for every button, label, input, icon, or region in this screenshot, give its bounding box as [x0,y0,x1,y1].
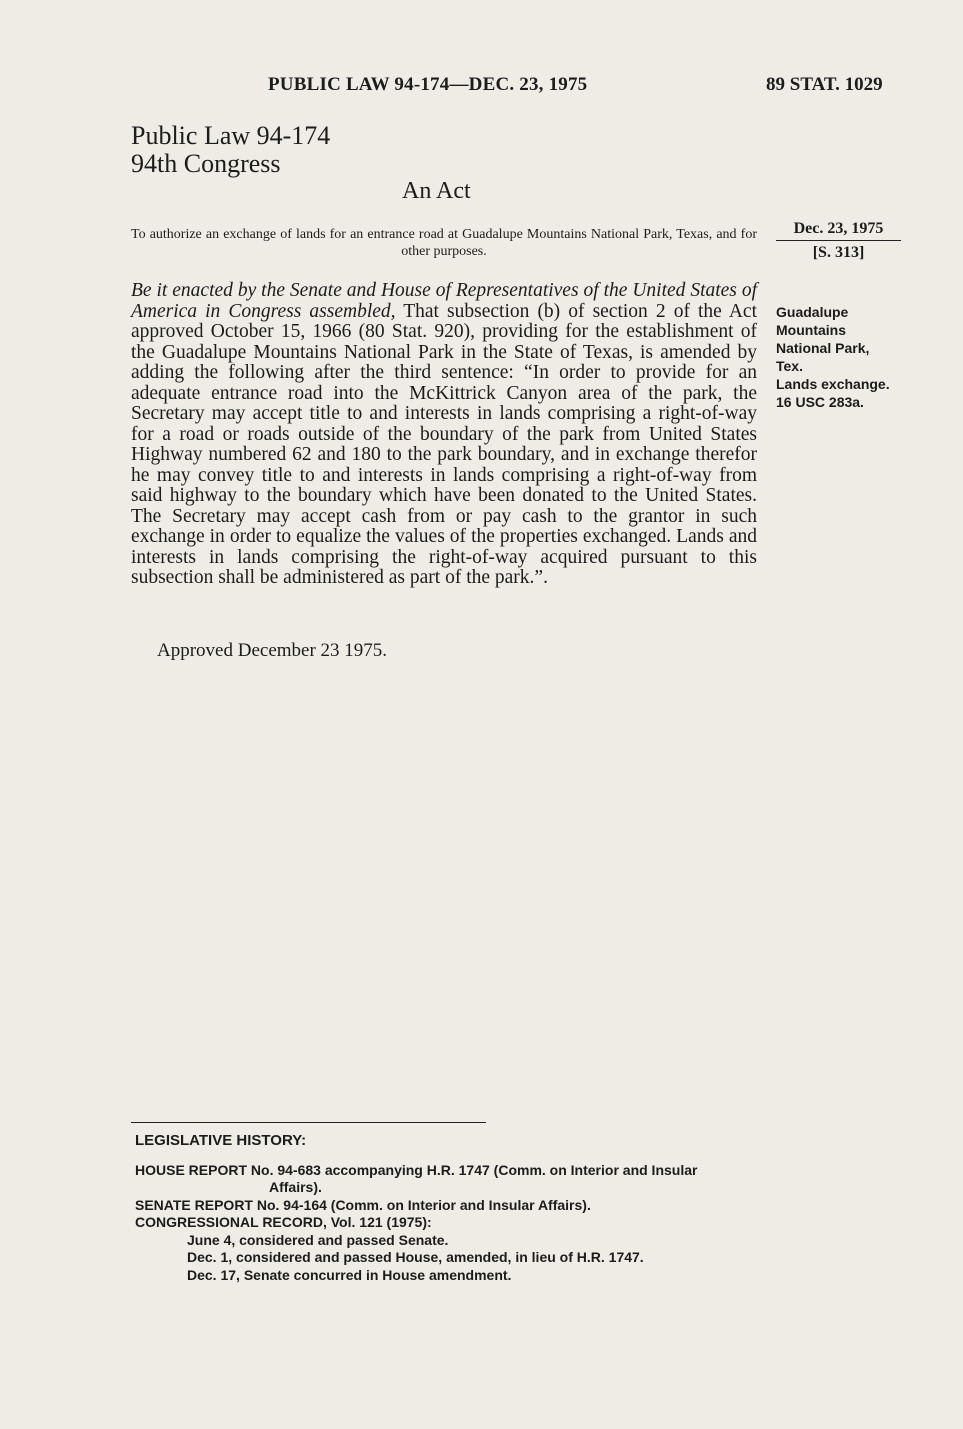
running-head: PUBLIC LAW 94-174—DEC. 23, 1975 [268,74,588,95]
divider [131,1122,486,1123]
public-law-title [131,122,330,178]
margin-note: Lands exchange. [776,376,890,392]
legislative-history [135,1132,795,1284]
record-action: Dec. 1, considered and passed House, amended, in lieu of H.R. 1747. [187,1249,644,1265]
act-heading: An Act [402,178,471,204]
house-report-continued: Affairs). [269,1179,322,1195]
record-action: Dec. 17, Senate concurred in House amendment. [187,1266,512,1283]
margin-note: 16 USC 283a. [776,394,864,410]
law-number: Public Law 94-174 [131,121,331,150]
act-purpose: To authorize an exchange of lands for an entrance road at Guadalupe Mountains National Park, Texas, and for other purposes. [131,227,757,259]
margin-note: Tex. [776,358,803,374]
senate-report: SENATE REPORT No. 94-164 (Comm. on Interior and Insular Affairs). [135,1196,591,1213]
congressional-record: CONGRESSIONAL RECORD, Vol. 121 (1975): [135,1214,432,1230]
enactment-date-block [776,220,901,262]
house-report: HOUSE REPORT No. 94-683 accompanying H.R. 1747 (Comm. on Interior and Insular [135,1161,698,1178]
margin-note: Guadalupe [776,304,849,320]
bill-number: [S. 313] [812,244,865,261]
statute-reference: 89 STAT. 1029 [766,74,883,95]
record-action: June 4, considered and passed Senate. [187,1231,449,1248]
enactment-date: Dec. 23, 1975 [776,220,901,241]
approval-line: Approved December 23 1975. [157,640,388,661]
enacting-clause: Be it enacted by the Senate and House of Representatives of the United States of America in Congress assembled, [131,280,757,322]
act-body [131,281,757,589]
act-text: That subsection (b) of section 2 of the Act approved October 15, 1966 (80 Stat. 920), providing for the establishment of the Guadalupe Mountains National Park in the State of Texas, is amended by adding the following after the third sentence: “In order to provide for an adequate entrance road into the McKittrick Canyon area of the park, the Secretary may accept title to and interests in lands comprising a right-of-way for a road or roads outside of the boundary of the park from United States Highway numbered 62 and 180 to the park boundary, and in exchange therefor he may convey title to and interests in lands comprising a right-of-way from said highway to the boundary which have been donated to the United States. The Secretary may accept cash from or pay cash to the grantor in such exchange in order to equalize the values of the properties exchanged. Lands and interests in lands comprising the right-of-way acquired pursuant to this subsection shall be administered as part of the park.”. [131,300,757,588]
margin-notes [776,303,890,411]
history-title: LEGISLATIVE HISTORY: [135,1132,307,1149]
congress-number: 94th Congress [131,149,281,178]
margin-note: Mountains [776,322,846,338]
margin-note: National Park, [776,340,870,356]
